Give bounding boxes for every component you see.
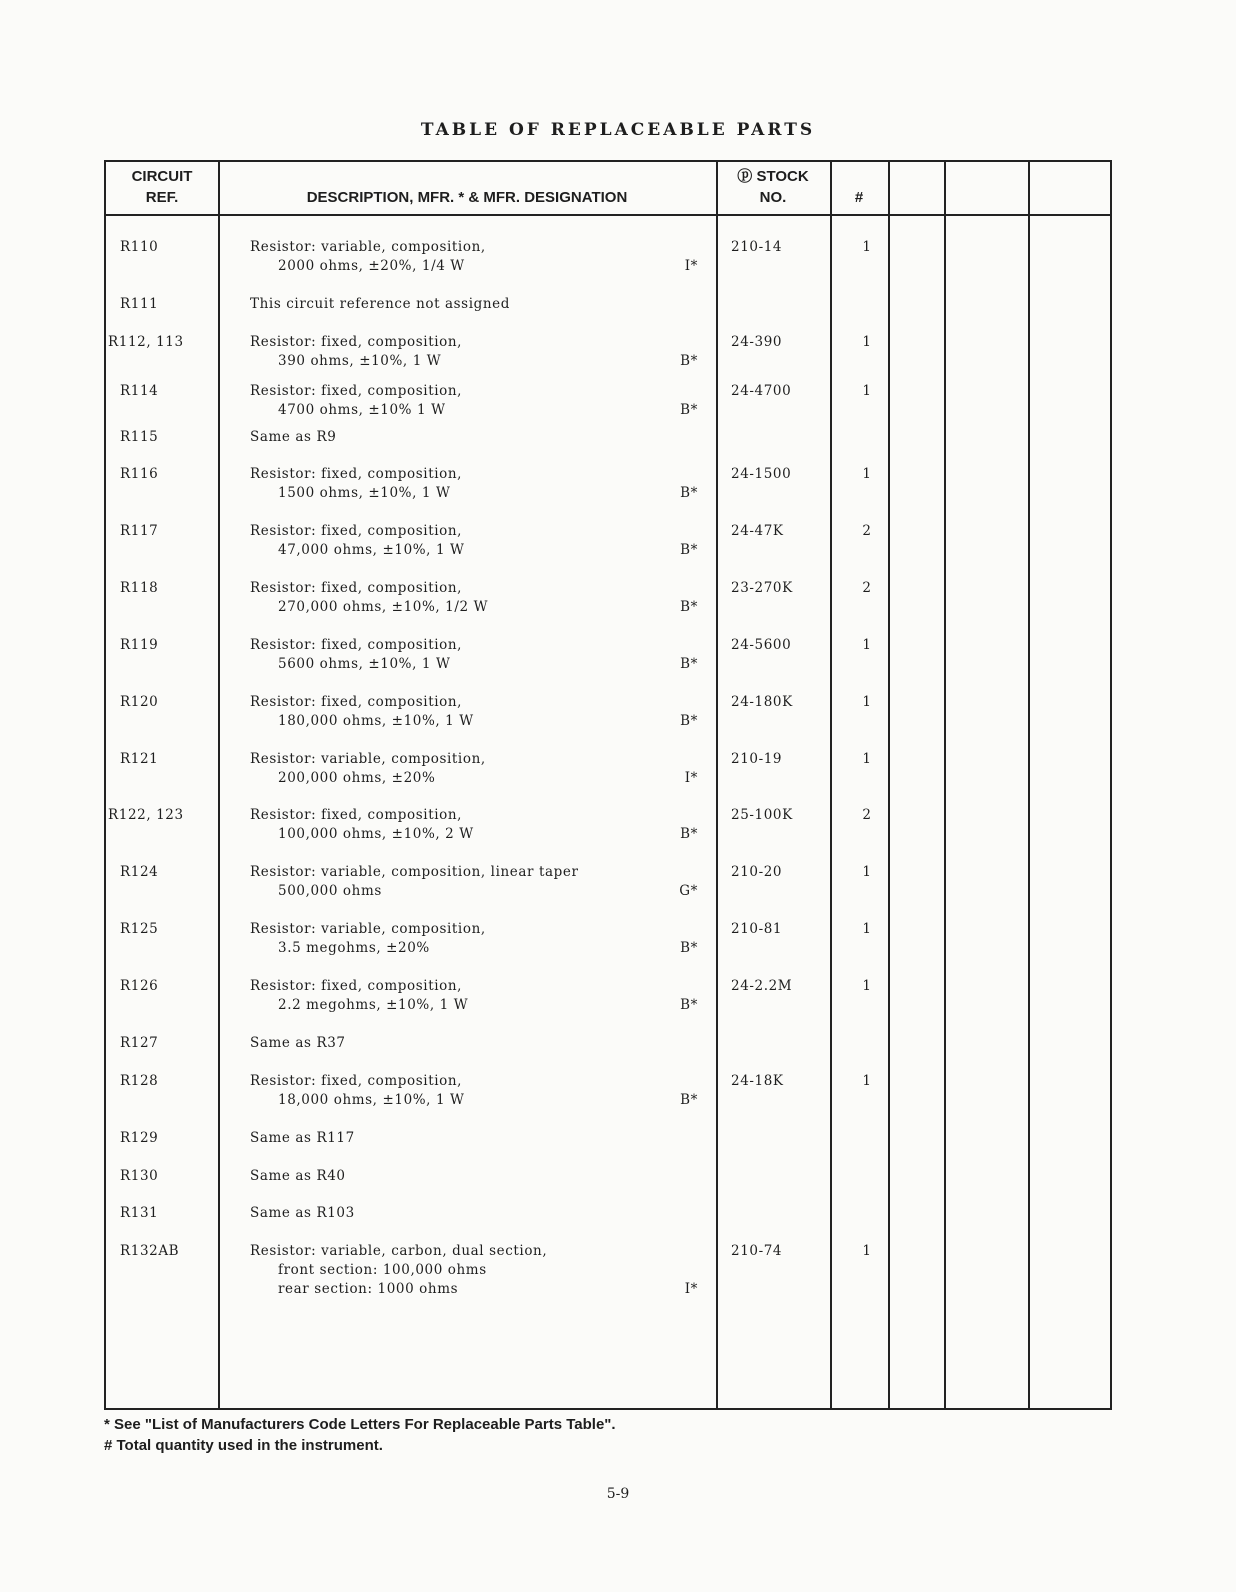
circuit-ref: R111: [120, 296, 159, 312]
description-line: Resistor: fixed, composition,: [250, 523, 463, 539]
circuit-ref: R132AB: [120, 1243, 180, 1259]
stock-number: 210-74: [731, 1243, 783, 1259]
description: [250, 1072, 700, 1110]
quantity: 1: [862, 978, 872, 994]
quantity: 1: [862, 751, 872, 767]
circuit-ref: R127: [120, 1035, 159, 1051]
header-circuit-ref: [106, 166, 218, 208]
description-line: Resistor: variable, composition,: [250, 239, 486, 255]
header-description: DESCRIPTION, MFR. * & MFR. DESIGNATION: [306, 189, 628, 206]
description-line: Resistor: variable, carbon, dual section,: [250, 1243, 548, 1259]
description-line: front section: 100,000 ohms: [278, 1262, 487, 1278]
stock-number: 210-19: [731, 751, 783, 767]
mfr-code: B*: [680, 1092, 698, 1108]
column-divider: [716, 162, 718, 1408]
stock-number: 24-4700: [731, 383, 792, 399]
circuit-ref: R130: [120, 1168, 159, 1184]
quantity: 2: [862, 807, 872, 823]
circuit-ref: R119: [120, 637, 159, 653]
description: [250, 579, 700, 617]
description: [250, 1129, 700, 1148]
description-line: 18,000 ohms, ±10%, 1 W: [278, 1092, 465, 1108]
circuit-ref: R110: [120, 239, 159, 255]
description: [250, 465, 700, 503]
description-line: Resistor: fixed, composition,: [250, 978, 463, 994]
description-line: 180,000 ohms, ±10%, 1 W: [278, 713, 474, 729]
quantity: 1: [862, 1073, 872, 1089]
description: [250, 333, 700, 371]
circuit-ref: R125: [120, 921, 159, 937]
circuit-ref: R115: [120, 429, 159, 445]
header-stock-no: [716, 166, 830, 208]
header-circuit-ref-line1: CIRCUIT: [131, 168, 193, 185]
circuit-ref: R122, 123: [108, 807, 184, 823]
description: [250, 1034, 700, 1053]
description-line: 3.5 megohms, ±20%: [278, 940, 430, 956]
description: [250, 693, 700, 731]
circuit-ref: R124: [120, 864, 159, 880]
column-divider: [888, 162, 890, 1408]
description-line: rear section: 1000 ohms: [278, 1281, 459, 1297]
description: [250, 920, 700, 958]
stock-number: 210-20: [731, 864, 783, 880]
description: [250, 1167, 700, 1186]
stock-number: 24-390: [731, 334, 783, 350]
description-line: 4700 ohms, ±10% 1 W: [278, 402, 446, 418]
description: [250, 522, 700, 560]
description-line: Same as R40: [250, 1168, 346, 1184]
circuit-ref: R117: [120, 523, 159, 539]
quantity: 1: [862, 239, 872, 255]
mfr-code: B*: [680, 940, 698, 956]
page-title: TABLE OF REPLACEABLE PARTS: [420, 120, 816, 140]
parts-table: [104, 160, 1112, 1410]
description-line: 270,000 ohms, ±10%, 1/2 W: [278, 599, 489, 615]
mfr-code: B*: [680, 656, 698, 672]
header-quantity: #: [854, 189, 864, 206]
description-line: Resistor: fixed, composition,: [250, 466, 463, 482]
mfr-code: I*: [684, 1281, 698, 1297]
header-circuit-ref-line2: REF.: [145, 189, 179, 206]
quantity: 2: [862, 523, 872, 539]
circuit-ref: R131: [120, 1205, 159, 1221]
description-line: Resistor: variable, composition, linear taper: [250, 864, 579, 880]
mfr-code: B*: [680, 997, 698, 1013]
quantity: 2: [862, 580, 872, 596]
description-line: Resistor: variable, composition,: [250, 921, 486, 937]
circuit-ref: R128: [120, 1073, 159, 1089]
mfr-code: G*: [679, 883, 698, 899]
description-line: Same as R37: [250, 1035, 346, 1051]
circuit-ref: R116: [120, 466, 159, 482]
description-line: 200,000 ohms, ±20%: [278, 770, 436, 786]
description: [250, 1242, 700, 1299]
quantity: 1: [862, 921, 872, 937]
description-line: 47,000 ohms, ±10%, 1 W: [278, 542, 465, 558]
description-line: Resistor: fixed, composition,: [250, 1073, 463, 1089]
circuit-ref: R120: [120, 694, 159, 710]
stock-number: 24-47K: [731, 523, 784, 539]
quantity: 1: [862, 334, 872, 350]
stock-number: 24-18K: [731, 1073, 784, 1089]
circuit-ref: R118: [120, 580, 159, 596]
description-line: Resistor: fixed, composition,: [250, 580, 463, 596]
stock-number: 210-81: [731, 921, 783, 937]
description-line: Resistor: fixed, composition,: [250, 637, 463, 653]
quantity: 1: [862, 694, 872, 710]
header-stock-line2: NO.: [759, 189, 787, 206]
description: [250, 382, 700, 420]
stock-number: 23-270K: [731, 580, 793, 596]
description: [250, 238, 700, 276]
circuit-ref: R112, 113: [108, 334, 184, 350]
quantity: 1: [862, 466, 872, 482]
footnote-mfr: * See "List of Manufacturers Code Letters For Replaceable Parts Table".: [104, 1416, 616, 1433]
description-line: Same as R103: [250, 1205, 355, 1221]
stock-number: 25-100K: [731, 807, 793, 823]
mfr-code: B*: [680, 599, 698, 615]
description-line: 390 ohms, ±10%, 1 W: [278, 353, 442, 369]
description: [250, 750, 700, 788]
stock-number: 210-14: [731, 239, 783, 255]
description-line: 5600 ohms, ±10%, 1 W: [278, 656, 451, 672]
page-number: 5-9: [606, 1486, 630, 1502]
column-divider: [1028, 162, 1030, 1408]
column-divider: [944, 162, 946, 1408]
footnote-qty: # Total quantity used in the instrument.: [104, 1437, 383, 1454]
description-line: Same as R117: [250, 1130, 355, 1146]
description-line: Resistor: fixed, composition,: [250, 694, 463, 710]
description-line: 2000 ohms, ±20%, 1/4 W: [278, 258, 465, 274]
column-divider: [830, 162, 832, 1408]
mfr-code: B*: [680, 402, 698, 418]
stock-number: 24-2.2M: [731, 978, 793, 994]
description-line: This circuit reference not assigned: [250, 296, 510, 312]
description: [250, 428, 700, 447]
circuit-ref: R126: [120, 978, 159, 994]
description: [250, 977, 700, 1015]
mfr-code: B*: [680, 826, 698, 842]
description-line: Resistor: variable, composition,: [250, 751, 486, 767]
quantity: 1: [862, 383, 872, 399]
description-line: Resistor: fixed, composition,: [250, 334, 463, 350]
stock-number: 24-5600: [731, 637, 792, 653]
description: [250, 295, 700, 314]
header-divider: [106, 214, 1110, 216]
stock-number: 24-180K: [731, 694, 793, 710]
description: [250, 863, 700, 901]
description-line: 100,000 ohms, ±10%, 2 W: [278, 826, 474, 842]
circuit-ref: R114: [120, 383, 159, 399]
description-line: Resistor: fixed, composition,: [250, 807, 463, 823]
circuit-ref: R129: [120, 1130, 159, 1146]
description-line: 500,000 ohms: [278, 883, 382, 899]
quantity: 1: [862, 864, 872, 880]
mfr-code: B*: [680, 485, 698, 501]
mfr-code: I*: [684, 770, 698, 786]
mfr-code: I*: [684, 258, 698, 274]
mfr-code: B*: [680, 542, 698, 558]
quantity: 1: [862, 637, 872, 653]
description-line: 1500 ohms, ±10%, 1 W: [278, 485, 451, 501]
description: [250, 806, 700, 844]
header-stock-line1: ⓟ STOCK: [737, 168, 809, 185]
mfr-code: B*: [680, 713, 698, 729]
description: [250, 636, 700, 674]
description: [250, 1204, 700, 1223]
description-line: Same as R9: [250, 429, 337, 445]
quantity: 1: [862, 1243, 872, 1259]
mfr-code: B*: [680, 353, 698, 369]
description-line: 2.2 megohms, ±10%, 1 W: [278, 997, 469, 1013]
stock-number: 24-1500: [731, 466, 792, 482]
circuit-ref: R121: [120, 751, 159, 767]
description-line: Resistor: fixed, composition,: [250, 383, 463, 399]
